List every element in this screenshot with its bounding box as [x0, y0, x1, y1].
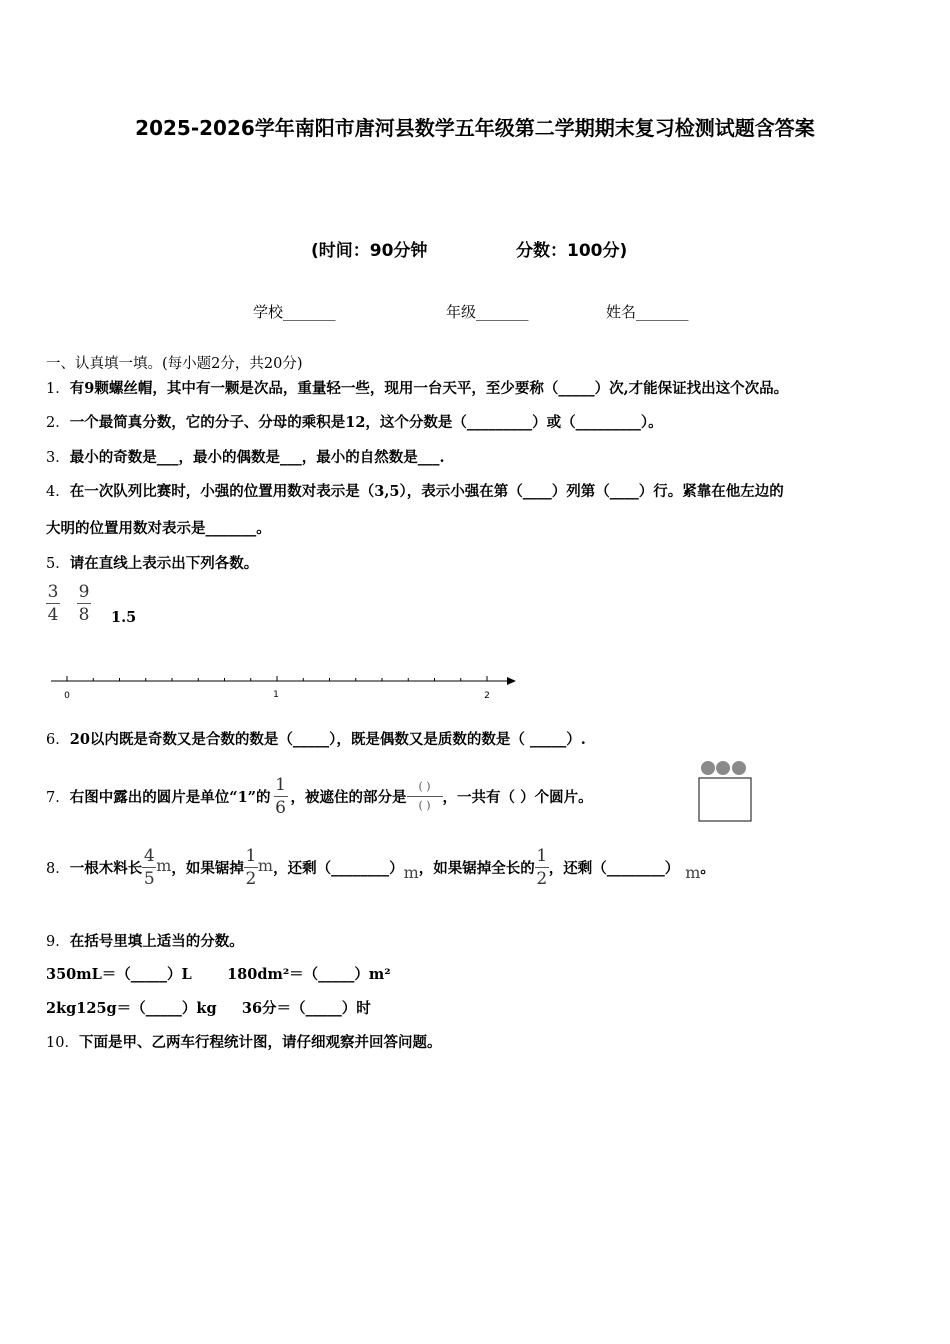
time-info: (时间：90分钟 [311, 241, 428, 261]
section-heading: 一、认真填一填。(每小题2分，共20分) [46, 356, 303, 372]
question-text: 20以内既是奇数又是合数的数是（_____），既是偶数又是质数的数是（ _____）. [69, 731, 586, 748]
question-text: ，如果锯掉 [171, 860, 244, 877]
numerator: 4 [143, 846, 155, 866]
tick-label-1: 1 [273, 690, 279, 700]
question-text: ，还剩（________） [548, 860, 680, 877]
question-text: 有9颗螺丝帽，其中有一颗是次品，重量轻一些，现用一台天平，至少要称（_____）次,才能保证找出这个次品。 [69, 380, 789, 397]
name-label: 姓名 [606, 303, 637, 321]
name-blank[interactable]: _______ [636, 303, 689, 321]
question-number: 4． [46, 484, 70, 500]
question-text: ，还剩（________） [273, 860, 404, 877]
denominator: 4 [47, 605, 59, 625]
question-text: ，如果锯掉全长的 [418, 860, 535, 877]
disc-icon [716, 761, 730, 775]
disc-icon [701, 761, 715, 775]
number-line [46, 670, 526, 704]
question-text: 最小的奇数是___，最小的偶数是___，最小的自然数是___. [69, 449, 445, 466]
school-blank[interactable]: _______ [283, 303, 336, 321]
question-1 [46, 377, 788, 398]
number-line-ticks [67, 676, 487, 681]
question-text: ，一共有（ ）个圆片。 [442, 789, 593, 806]
question-7 [46, 775, 593, 818]
numerator: 3 [47, 582, 59, 602]
question-number: 3． [46, 450, 70, 466]
question-number: 1． [46, 381, 70, 397]
numerator: 9 [78, 582, 90, 602]
question-9-line2: 2kg125g＝（_____）kg 36分＝（_____）时 [46, 1000, 371, 1017]
question-3 [46, 446, 445, 467]
question-9 [46, 930, 244, 951]
question-number: 5． [46, 556, 70, 572]
question-number: 6． [46, 732, 70, 748]
question-number: 10． [46, 1035, 79, 1051]
fraction-nine-eighths [77, 582, 91, 625]
question-8 [46, 846, 715, 889]
unit-meter: m [685, 863, 701, 882]
question-text: 在一次队列比赛时，小强的位置用数对表示是（3,5），表示小强在第（____）列第（____）行。紧靠在他左边的 [69, 483, 784, 500]
decimal-value: 1.5 [111, 609, 137, 626]
denominator: 2 [536, 869, 548, 889]
grade-field[interactable] [446, 301, 529, 322]
denominator: 8 [78, 605, 90, 625]
answer-denominator[interactable]: ( ) [418, 799, 431, 812]
question-10 [46, 1031, 441, 1052]
unit-meter: m [156, 856, 172, 875]
numerator: 1 [536, 846, 548, 866]
question-text: 一根木料长 [69, 860, 143, 877]
grade-blank[interactable]: _______ [476, 303, 529, 321]
question-text: 。 [700, 860, 715, 877]
covered-discs-figure [697, 757, 755, 823]
school-field[interactable] [253, 301, 336, 322]
question-text: 下面是甲、乙两车行程统计图，请仔细观察并回答问题。 [78, 1034, 442, 1051]
question-text: 请在直线上表示出下列各数。 [69, 555, 259, 572]
grade-label: 年级 [446, 303, 477, 321]
question-5 [46, 552, 258, 573]
question-text: 右图中露出的圆片是单位“1”的 [69, 789, 271, 806]
question-9-line1: 350mL＝（_____）L 180dm²＝（_____）m² [46, 966, 391, 983]
tick-label-2: 2 [484, 691, 490, 701]
question-text: ，被遮住的部分是 [290, 789, 407, 806]
number-line-arrow [507, 677, 516, 685]
question-text: 在括号里填上适当的分数。 [69, 933, 244, 950]
unit-meter: m [257, 856, 274, 875]
disc-icon [732, 761, 746, 775]
question-number: 9． [46, 934, 70, 950]
fraction-three-quarters [46, 582, 60, 625]
question-number: 8． [46, 861, 70, 877]
school-label: 学校 [253, 303, 284, 321]
answer-numerator[interactable]: ( ) [418, 780, 431, 793]
question-number: 7． [46, 790, 70, 806]
numerator: 1 [245, 846, 257, 866]
cover-box [699, 778, 751, 821]
question-number: 2． [46, 415, 70, 431]
denominator: 6 [275, 798, 286, 818]
question-2 [46, 411, 663, 432]
numerator: 1 [275, 775, 286, 795]
question-4 [46, 480, 784, 501]
unit-meter: m [403, 863, 419, 882]
question-text: 一个最简真分数，它的分子、分母的乘积是12，这个分数是（_________）或（_________）。 [69, 414, 663, 431]
question-4-line2: 大明的位置用数对表示是_______。 [46, 520, 271, 537]
name-field[interactable] [606, 301, 689, 322]
question-6 [46, 728, 586, 749]
score-info: 分数：100分) [516, 241, 628, 261]
tick-label-0: 0 [64, 691, 70, 701]
page-title: 2025-2026学年南阳市唐河县数学五年级第二学期期末复习检测试题含答案 [135, 116, 815, 140]
denominator: 5 [143, 869, 155, 889]
denominator: 2 [245, 869, 257, 889]
